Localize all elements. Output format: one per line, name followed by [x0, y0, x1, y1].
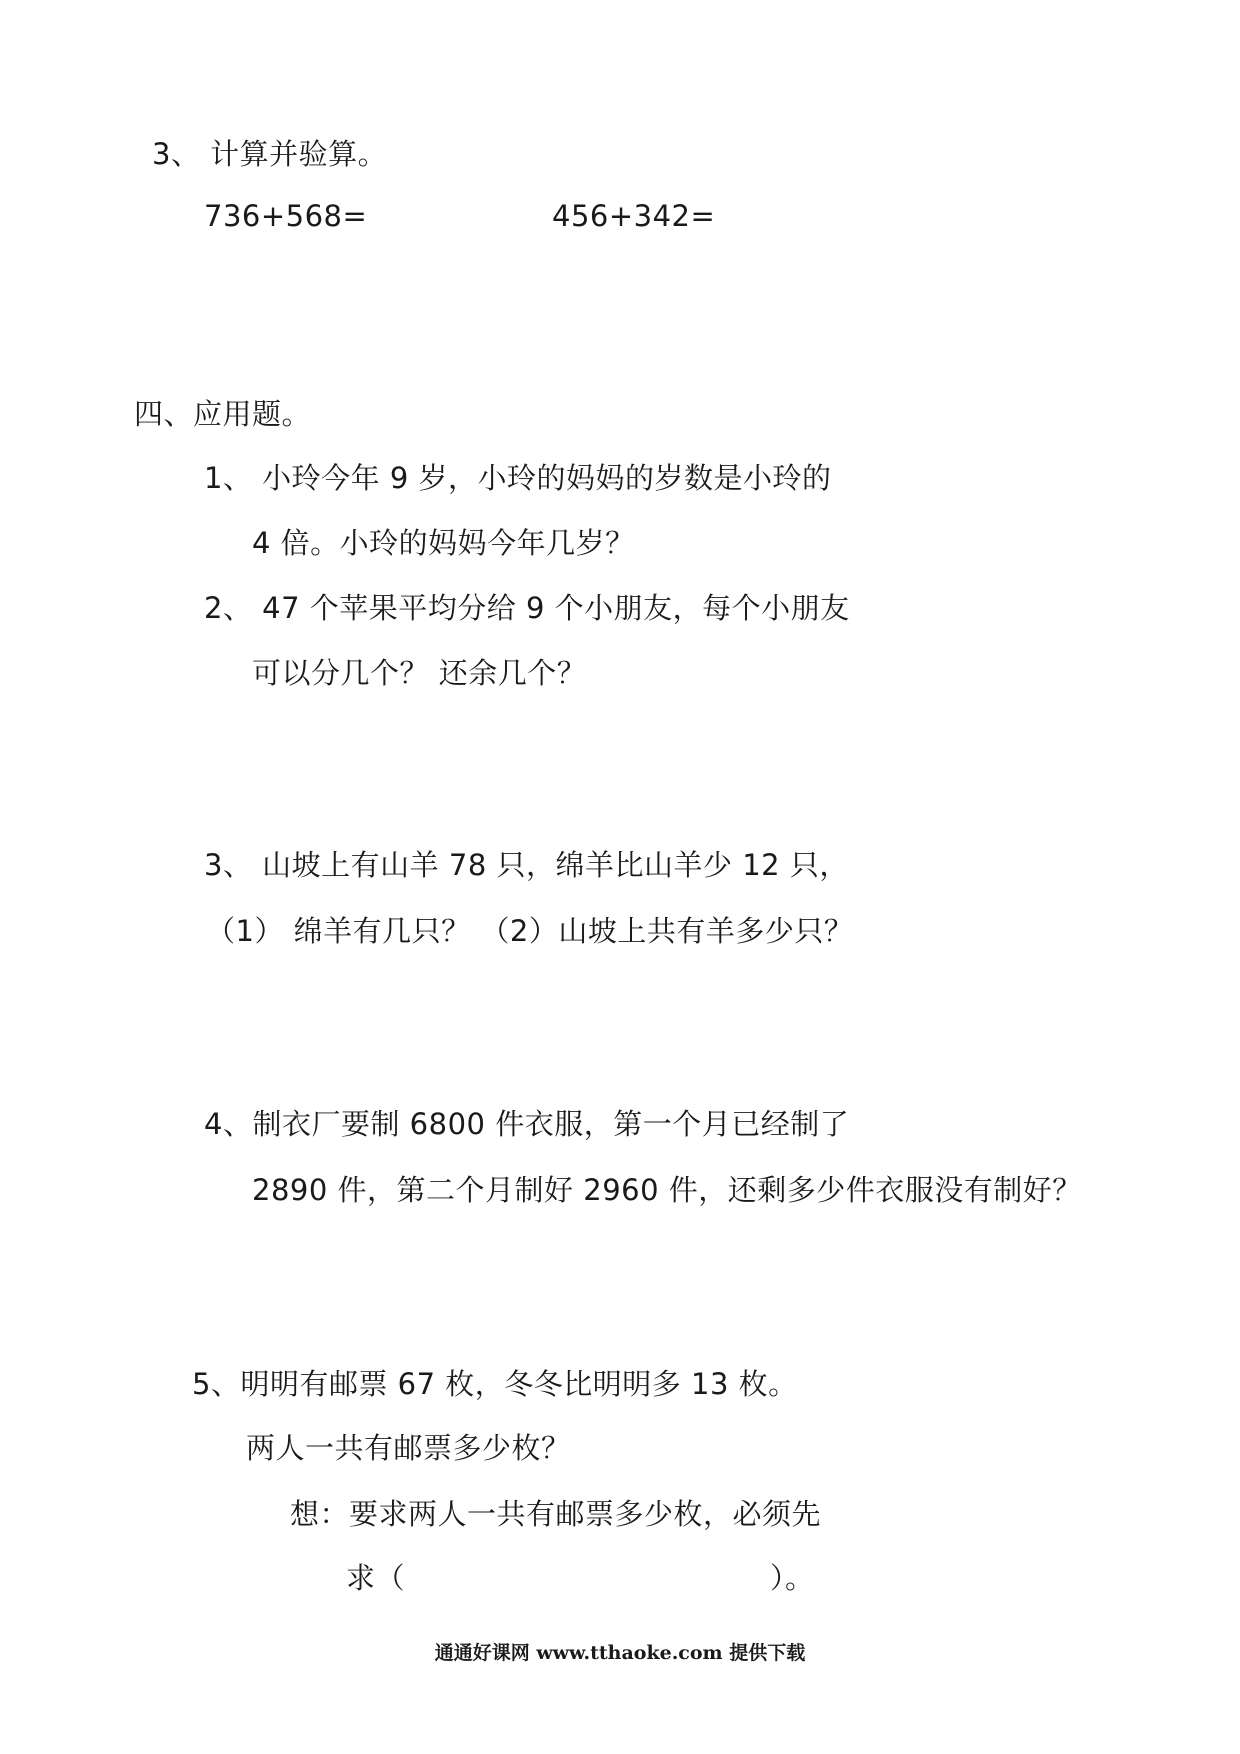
question-1-line-1: 1、 小玲今年 9 岁，小玲的妈妈的岁数是小玲的	[204, 461, 832, 495]
fill-blank-open: 求（	[346, 1561, 406, 1595]
fill-blank-close: ）。	[770, 1561, 815, 1595]
question-5-line-1: 5、明明有邮票 67 枚，冬冬比明明多 13 枚。	[192, 1367, 798, 1401]
calc-problem-1: 736+568=	[204, 199, 368, 233]
question-1-line-2: 4 倍。小玲的妈妈今年几岁？	[252, 526, 635, 560]
question-2-line-1: 2、 47 个苹果平均分给 9 个小朋友，每个小朋友	[204, 591, 850, 625]
footer-source: 通通好课网 www.tthaoke.com 提供下载	[434, 1642, 806, 1664]
section-3-heading: 3、 计算并验算。	[152, 137, 388, 171]
calc-problem-2: 456+342=	[552, 199, 716, 233]
question-5-hint: 想：要求两人一共有邮票多少枚，必须先	[290, 1497, 822, 1531]
question-2-line-2: 可以分几个？ 还余几个？	[252, 656, 587, 690]
question-5-line-2: 两人一共有邮票多少枚？	[246, 1431, 571, 1465]
question-3-line-1: 3、 山坡上有山羊 78 只，绵羊比山羊少 12 只，	[204, 848, 849, 882]
question-5-fill-blank	[346, 1560, 815, 1596]
question-4-line-2: 2890 件，第二个月制好 2960 件，还剩多少件衣服没有制好？	[252, 1173, 1082, 1207]
question-3-line-2: （1） 绵羊有几只？ （2）山坡上共有羊多少只？	[206, 914, 854, 948]
question-4-line-1: 4、制衣厂要制 6800 件衣服，第一个月已经制了	[204, 1107, 850, 1141]
section-4-heading: 四、应用题。	[134, 397, 312, 431]
